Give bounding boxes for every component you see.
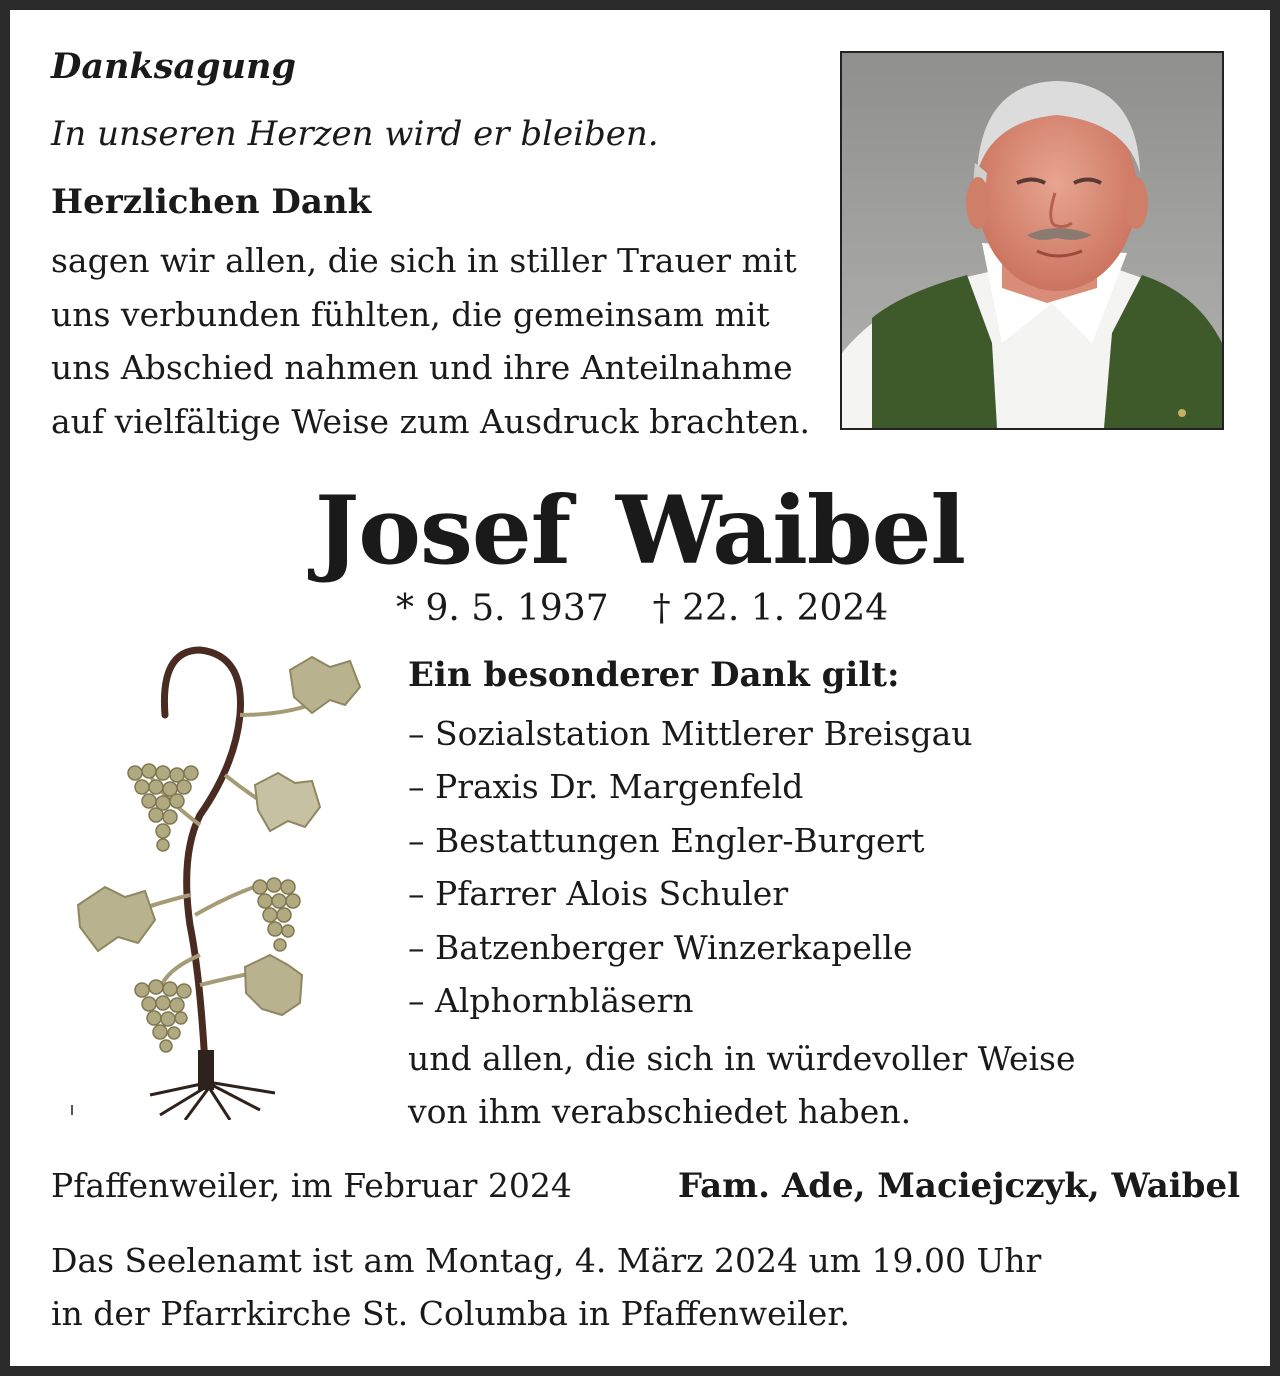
- motto: In unseren Herzen wird er bleiben.: [51, 114, 659, 154]
- portrait-illustration: [842, 53, 1222, 428]
- deceased-name: Josef Waibel: [314, 476, 966, 586]
- obituary-card: [10, 10, 1270, 1366]
- thanks-body-line: auf vielfältige Weise zum Ausdruck brachten.: [51, 401, 810, 441]
- grapevine-illustration: [50, 595, 370, 1120]
- special-thanks-list: [408, 707, 973, 1027]
- place-and-date: Pfaffenweiler, im Februar 2024: [51, 1166, 572, 1205]
- family-signature: Fam. Ade, Maciejczyk, Waibel: [677, 1166, 1240, 1206]
- closing-text: [408, 1032, 1076, 1139]
- special-thanks-item: – Praxis Dr. Margenfeld: [408, 767, 804, 807]
- notice-lead: Danksagung: [51, 46, 296, 87]
- special-thanks-item: – Batzenberger Winzerkapelle: [408, 927, 913, 967]
- thanks-body-line: sagen wir allen, die sich in stiller Trauer mit: [51, 241, 797, 280]
- death-date: † 22. 1. 2024: [652, 588, 889, 629]
- service-info: [51, 1234, 1041, 1341]
- life-dates: [396, 588, 888, 629]
- birth-date: * 9. 5. 1937: [396, 588, 609, 629]
- special-thanks-item: – Bestattungen Engler-Burgert: [408, 820, 925, 860]
- special-thanks-item: – Sozialstation Mittlerer Breisgau: [408, 714, 973, 753]
- service-line: Das Seelenamt ist am Montag, 4. März 2024 um 19.00 Uhr: [51, 1241, 1042, 1280]
- closing-line: von ihm verabschiedet haben.: [408, 1092, 912, 1132]
- special-thanks-heading: Ein besonderer Dank gilt:: [408, 655, 900, 695]
- special-thanks-item: – Alphornbläsern: [408, 981, 694, 1021]
- thanks-body-line: uns verbunden fühlten, die gemeinsam mit: [51, 294, 770, 334]
- closing-line: und allen, die sich in würdevoller Weise: [408, 1039, 1076, 1078]
- portrait-photo: [840, 51, 1224, 430]
- thanks-heading: Herzlichen Dank: [51, 182, 372, 222]
- thanks-body: [51, 234, 811, 448]
- special-thanks-item: – Pfarrer Alois Schuler: [408, 874, 789, 914]
- service-line: in der Pfarrkirche St. Columba in Pfaffenweiler.: [51, 1294, 850, 1334]
- thanks-body-line: uns Abschied nahmen und ihre Anteilnahme: [51, 348, 793, 387]
